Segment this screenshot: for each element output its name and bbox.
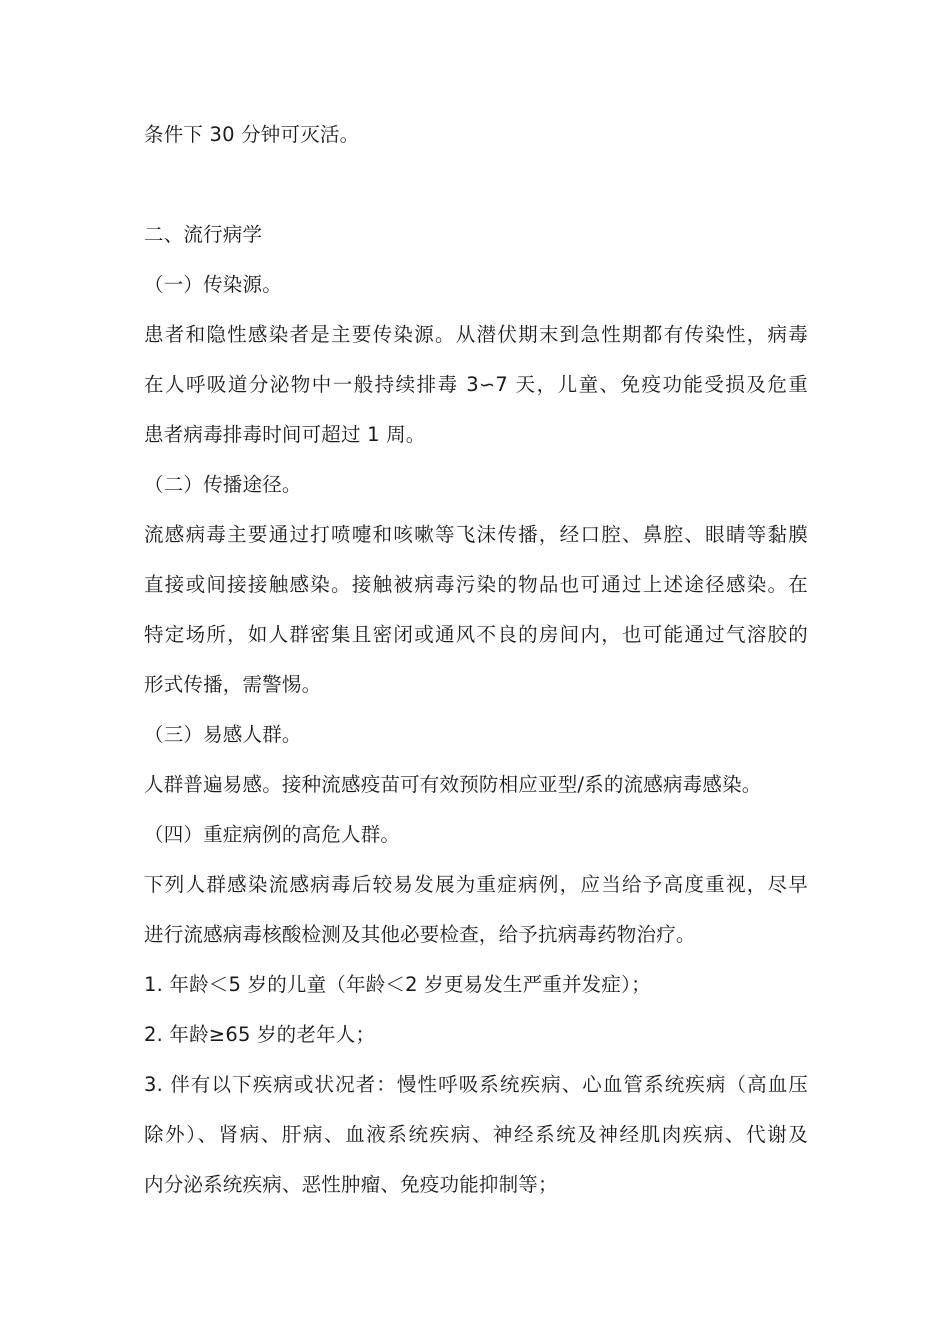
list-item-continuation: 除外）、肾病、肝病、血液系统疾病、神经系统及神经肌肉疾病、代谢及 [144,1123,808,1146]
subsection-heading-route: （二）传播途径。 [144,473,302,496]
subsection-heading-source: （一）传染源。 [144,273,282,296]
paragraph-line: 进行流感病毒核酸检测及其他必要检查，给予抗病毒药物治疗。 [144,923,696,946]
document-body [144,110,808,1210]
paragraph-line: 人群普遍易感。接种流感疫苗可有效预防相应亚型/系的流感病毒感染。 [144,773,762,796]
subsection-heading-susceptible: （三）易感人群。 [144,723,302,746]
section-heading: 二、流行病学 [144,223,263,246]
paragraph-line: 患者和隐性感染者是主要传染源。从潜伏期末到急性期都有传染性，病毒 [144,323,808,346]
paragraph-line: 患者病毒排毒时间可超过 1 周。 [144,423,426,446]
paragraph-line: 下列人群感染流感病毒后较易发展为重症病例，应当给予高度重视，尽早 [144,873,808,896]
list-item: 1. 年龄＜5 岁的儿童（年龄＜2 岁更易发生严重并发症）； [144,973,651,996]
list-item: 2. 年龄≥65 岁的老年人； [144,1023,376,1046]
paragraph-gap [144,160,808,210]
paragraph-line: 流感病毒主要通过打喷嚏和咳嗽等飞沫传播，经口腔、鼻腔、眼睛等黏膜 [144,523,808,546]
subsection-heading-high-risk: （四）重症病例的高危人群。 [144,823,401,846]
list-item: 3. 伴有以下疾病或状况者：慢性呼吸系统疾病、心血管系统疾病（高血压 [144,1073,808,1096]
intro-line: 条件下 30 分钟可灭活。 [144,123,360,146]
paragraph-line: 形式传播，需警惕。 [144,673,322,696]
paragraph-line: 直接或间接接触感染。接触被病毒污染的物品也可通过上述途径感染。在 [144,573,808,596]
paragraph-line: 在人呼吸道分泌物中一般持续排毒 3∽7 天，儿童、免疫功能受损及危重 [144,373,808,396]
paragraph-line: 特定场所，如人群密集且密闭或通风不良的房间内，也可能通过气溶胶的 [144,623,808,646]
list-item-continuation: 内分泌系统疾病、恶性肿瘤、免疫功能抑制等； [144,1173,558,1196]
